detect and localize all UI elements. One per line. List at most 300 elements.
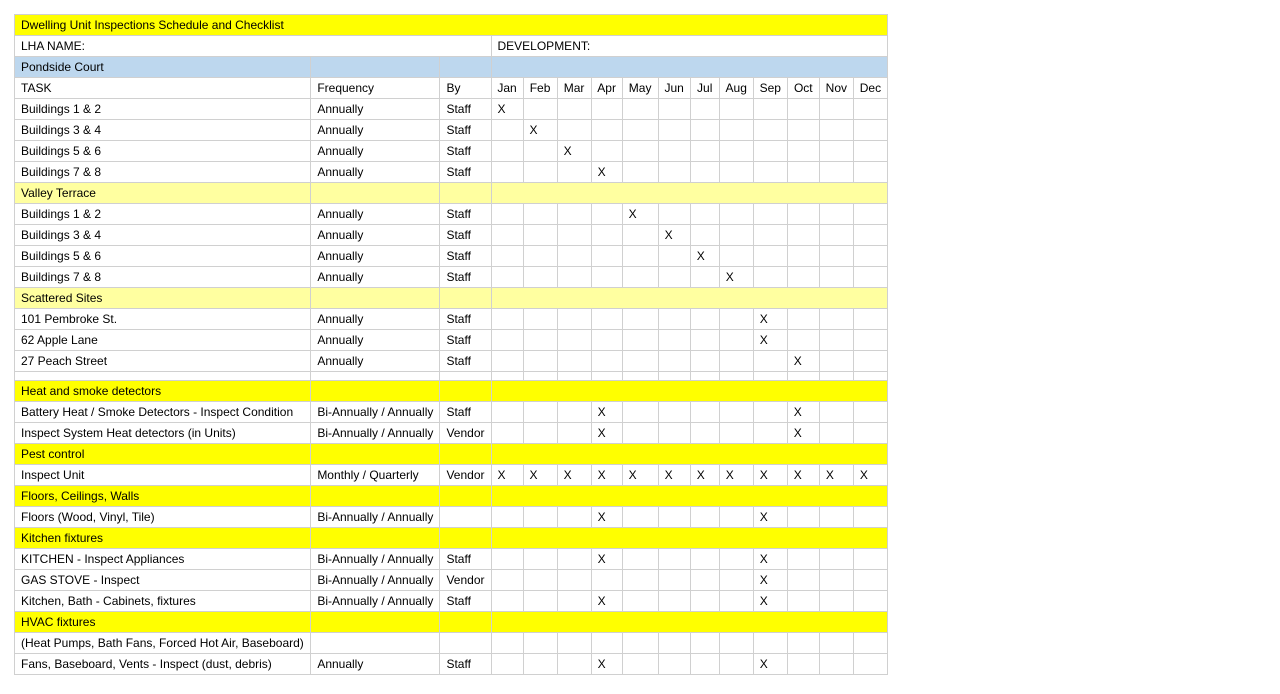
- month-mark-jul[interactable]: [690, 330, 719, 351]
- month-mark-may[interactable]: [622, 99, 658, 120]
- month-mark-jun[interactable]: [658, 570, 690, 591]
- section-blank-cell[interactable]: [311, 183, 440, 204]
- month-mark-jun[interactable]: [658, 330, 690, 351]
- month-mark-may[interactable]: [622, 570, 658, 591]
- month-mark-apr[interactable]: [591, 99, 622, 120]
- month-mark-may[interactable]: [622, 120, 658, 141]
- month-mark-jul[interactable]: [690, 402, 719, 423]
- month-mark-nov[interactable]: X: [819, 465, 853, 486]
- month-mark-jan[interactable]: [491, 654, 523, 675]
- month-mark-jul[interactable]: [690, 99, 719, 120]
- frequency-cell[interactable]: Annually: [311, 309, 440, 330]
- month-mark-aug[interactable]: [719, 204, 753, 225]
- section-blank-cell[interactable]: [440, 528, 491, 549]
- section-blank-cell[interactable]: [440, 381, 491, 402]
- month-mark-mar[interactable]: [557, 309, 591, 330]
- month-mark-jul[interactable]: [690, 591, 719, 612]
- frequency-cell[interactable]: Annually: [311, 204, 440, 225]
- month-mark-aug[interactable]: [719, 330, 753, 351]
- month-mark-nov[interactable]: [819, 204, 853, 225]
- month-mark-apr[interactable]: X: [591, 423, 622, 444]
- month-mark-jun[interactable]: [658, 591, 690, 612]
- month-mark-mar[interactable]: [557, 549, 591, 570]
- blank-cell[interactable]: [557, 372, 591, 381]
- header-by[interactable]: By: [440, 78, 491, 99]
- blank-cell[interactable]: [591, 372, 622, 381]
- month-mark-sep[interactable]: X: [753, 591, 787, 612]
- by-cell[interactable]: Staff: [440, 141, 491, 162]
- task-cell[interactable]: 101 Pembroke St.: [15, 309, 311, 330]
- month-mark-feb[interactable]: X: [523, 465, 557, 486]
- month-mark-may[interactable]: [622, 402, 658, 423]
- frequency-cell[interactable]: Bi-Annually / Annually: [311, 402, 440, 423]
- month-mark-mar[interactable]: [557, 507, 591, 528]
- header-month-aug[interactable]: Aug: [719, 78, 753, 99]
- month-mark-sep[interactable]: X: [753, 309, 787, 330]
- month-mark-oct[interactable]: X: [787, 402, 819, 423]
- month-mark-oct[interactable]: [787, 246, 819, 267]
- month-mark-sep[interactable]: [753, 246, 787, 267]
- frequency-cell[interactable]: Annually: [311, 120, 440, 141]
- month-mark-apr[interactable]: [591, 225, 622, 246]
- blank-cell[interactable]: [787, 372, 819, 381]
- month-mark-aug[interactable]: X: [719, 267, 753, 288]
- month-mark-jan[interactable]: [491, 246, 523, 267]
- frequency-cell[interactable]: Annually: [311, 330, 440, 351]
- month-mark-aug[interactable]: [719, 570, 753, 591]
- month-mark-apr[interactable]: [591, 141, 622, 162]
- frequency-cell[interactable]: Bi-Annually / Annually: [311, 570, 440, 591]
- task-cell[interactable]: Fans, Baseboard, Vents - Inspect (dust, debris): [15, 654, 311, 675]
- task-cell[interactable]: 27 Peach Street: [15, 351, 311, 372]
- frequency-cell[interactable]: [311, 633, 440, 654]
- month-mark-jan[interactable]: X: [491, 465, 523, 486]
- by-cell[interactable]: Staff: [440, 267, 491, 288]
- section-blank-cell[interactable]: [311, 288, 440, 309]
- section-blank-cell[interactable]: [440, 288, 491, 309]
- header-month-jun[interactable]: Jun: [658, 78, 690, 99]
- month-mark-sep[interactable]: [753, 120, 787, 141]
- month-mark-jan[interactable]: [491, 120, 523, 141]
- by-cell[interactable]: Staff: [440, 351, 491, 372]
- month-mark-sep[interactable]: [753, 633, 787, 654]
- month-mark-nov[interactable]: [819, 120, 853, 141]
- month-mark-dec[interactable]: [853, 246, 887, 267]
- month-mark-dec[interactable]: [853, 423, 887, 444]
- month-mark-jan[interactable]: [491, 225, 523, 246]
- month-mark-aug[interactable]: [719, 141, 753, 162]
- month-mark-jul[interactable]: [690, 141, 719, 162]
- month-mark-jul[interactable]: [690, 267, 719, 288]
- by-cell[interactable]: Staff: [440, 402, 491, 423]
- development-cell[interactable]: DEVELOPMENT:: [491, 36, 888, 57]
- month-mark-oct[interactable]: [787, 99, 819, 120]
- month-mark-jan[interactable]: [491, 267, 523, 288]
- month-mark-aug[interactable]: [719, 633, 753, 654]
- month-mark-jun[interactable]: [658, 204, 690, 225]
- month-mark-dec[interactable]: [853, 120, 887, 141]
- month-mark-jul[interactable]: X: [690, 246, 719, 267]
- month-mark-oct[interactable]: [787, 120, 819, 141]
- month-mark-mar[interactable]: [557, 570, 591, 591]
- month-mark-apr[interactable]: X: [591, 465, 622, 486]
- frequency-cell[interactable]: Annually: [311, 654, 440, 675]
- blank-cell[interactable]: [658, 372, 690, 381]
- month-mark-mar[interactable]: [557, 330, 591, 351]
- month-mark-mar[interactable]: [557, 351, 591, 372]
- month-mark-nov[interactable]: [819, 309, 853, 330]
- month-mark-may[interactable]: [622, 330, 658, 351]
- header-month-jul[interactable]: Jul: [690, 78, 719, 99]
- blank-cell[interactable]: [311, 372, 440, 381]
- month-mark-dec[interactable]: X: [853, 465, 887, 486]
- blank-cell[interactable]: [15, 372, 311, 381]
- month-mark-jun[interactable]: [658, 654, 690, 675]
- by-cell[interactable]: Staff: [440, 309, 491, 330]
- month-mark-feb[interactable]: [523, 204, 557, 225]
- month-mark-may[interactable]: [622, 267, 658, 288]
- task-cell[interactable]: 62 Apple Lane: [15, 330, 311, 351]
- month-mark-feb[interactable]: [523, 99, 557, 120]
- by-cell[interactable]: Staff: [440, 120, 491, 141]
- task-cell[interactable]: Floors (Wood, Vinyl, Tile): [15, 507, 311, 528]
- month-mark-oct[interactable]: [787, 204, 819, 225]
- header-month-jan[interactable]: Jan: [491, 78, 523, 99]
- month-mark-dec[interactable]: [853, 309, 887, 330]
- month-mark-jan[interactable]: [491, 507, 523, 528]
- task-cell[interactable]: Buildings 3 & 4: [15, 225, 311, 246]
- section-label[interactable]: Valley Terrace: [15, 183, 311, 204]
- blank-cell[interactable]: [491, 372, 523, 381]
- month-mark-dec[interactable]: [853, 162, 887, 183]
- month-mark-aug[interactable]: [719, 591, 753, 612]
- month-mark-feb[interactable]: [523, 246, 557, 267]
- section-months-cell[interactable]: [491, 486, 888, 507]
- month-mark-may[interactable]: [622, 225, 658, 246]
- month-mark-aug[interactable]: [719, 120, 753, 141]
- frequency-cell[interactable]: Bi-Annually / Annually: [311, 549, 440, 570]
- month-mark-aug[interactable]: [719, 402, 753, 423]
- month-mark-jul[interactable]: [690, 549, 719, 570]
- month-mark-jul[interactable]: [690, 120, 719, 141]
- blank-cell[interactable]: [690, 372, 719, 381]
- month-mark-feb[interactable]: [523, 402, 557, 423]
- section-blank-cell[interactable]: [311, 486, 440, 507]
- month-mark-jan[interactable]: [491, 633, 523, 654]
- month-mark-jan[interactable]: [491, 423, 523, 444]
- by-cell[interactable]: Staff: [440, 204, 491, 225]
- month-mark-may[interactable]: [622, 633, 658, 654]
- month-mark-mar[interactable]: X: [557, 465, 591, 486]
- month-mark-jan[interactable]: [491, 330, 523, 351]
- month-mark-mar[interactable]: [557, 225, 591, 246]
- month-mark-dec[interactable]: [853, 570, 887, 591]
- month-mark-sep[interactable]: X: [753, 549, 787, 570]
- section-blank-cell[interactable]: [440, 183, 491, 204]
- month-mark-jul[interactable]: [690, 423, 719, 444]
- section-blank-cell[interactable]: [311, 612, 440, 633]
- month-mark-mar[interactable]: [557, 654, 591, 675]
- month-mark-dec[interactable]: [853, 204, 887, 225]
- frequency-cell[interactable]: Annually: [311, 246, 440, 267]
- by-cell[interactable]: [440, 633, 491, 654]
- section-label[interactable]: Kitchen fixtures: [15, 528, 311, 549]
- task-cell[interactable]: GAS STOVE - Inspect: [15, 570, 311, 591]
- month-mark-may[interactable]: [622, 351, 658, 372]
- month-mark-feb[interactable]: [523, 267, 557, 288]
- month-mark-apr[interactable]: [591, 633, 622, 654]
- month-mark-sep[interactable]: X: [753, 465, 787, 486]
- section-blank-cell[interactable]: [440, 444, 491, 465]
- month-mark-apr[interactable]: [591, 351, 622, 372]
- month-mark-nov[interactable]: [819, 633, 853, 654]
- task-cell[interactable]: Kitchen, Bath - Cabinets, fixtures: [15, 591, 311, 612]
- month-mark-oct[interactable]: [787, 633, 819, 654]
- month-mark-oct[interactable]: [787, 570, 819, 591]
- month-mark-mar[interactable]: X: [557, 141, 591, 162]
- month-mark-mar[interactable]: [557, 120, 591, 141]
- month-mark-aug[interactable]: [719, 549, 753, 570]
- month-mark-may[interactable]: X: [622, 204, 658, 225]
- section-months-cell[interactable]: [491, 381, 888, 402]
- month-mark-mar[interactable]: [557, 591, 591, 612]
- month-mark-mar[interactable]: [557, 246, 591, 267]
- month-mark-nov[interactable]: [819, 507, 853, 528]
- month-mark-may[interactable]: [622, 549, 658, 570]
- month-mark-nov[interactable]: [819, 591, 853, 612]
- month-mark-nov[interactable]: [819, 351, 853, 372]
- lha-name-cell[interactable]: LHA NAME:: [15, 36, 492, 57]
- section-months-cell[interactable]: [491, 183, 888, 204]
- month-mark-nov[interactable]: [819, 570, 853, 591]
- month-mark-jul[interactable]: [690, 570, 719, 591]
- month-mark-jun[interactable]: [658, 99, 690, 120]
- month-mark-sep[interactable]: X: [753, 507, 787, 528]
- month-mark-jun[interactable]: [658, 246, 690, 267]
- month-mark-aug[interactable]: X: [719, 465, 753, 486]
- month-mark-feb[interactable]: [523, 141, 557, 162]
- month-mark-sep[interactable]: [753, 141, 787, 162]
- section-months-cell[interactable]: [491, 528, 888, 549]
- by-cell[interactable]: Vendor: [440, 423, 491, 444]
- month-mark-may[interactable]: [622, 246, 658, 267]
- month-mark-aug[interactable]: [719, 225, 753, 246]
- month-mark-dec[interactable]: [853, 330, 887, 351]
- month-mark-may[interactable]: [622, 141, 658, 162]
- month-mark-jan[interactable]: X: [491, 99, 523, 120]
- month-mark-sep[interactable]: X: [753, 570, 787, 591]
- month-mark-dec[interactable]: [853, 99, 887, 120]
- month-mark-jun[interactable]: X: [658, 225, 690, 246]
- month-mark-apr[interactable]: X: [591, 402, 622, 423]
- month-mark-jun[interactable]: [658, 507, 690, 528]
- task-cell[interactable]: KITCHEN - Inspect Appliances: [15, 549, 311, 570]
- frequency-cell[interactable]: Bi-Annually / Annually: [311, 507, 440, 528]
- month-mark-nov[interactable]: [819, 402, 853, 423]
- month-mark-nov[interactable]: [819, 246, 853, 267]
- month-mark-feb[interactable]: [523, 423, 557, 444]
- month-mark-jul[interactable]: [690, 309, 719, 330]
- month-mark-aug[interactable]: [719, 309, 753, 330]
- month-mark-nov[interactable]: [819, 99, 853, 120]
- month-mark-dec[interactable]: [853, 141, 887, 162]
- by-cell[interactable]: Staff: [440, 330, 491, 351]
- section-label[interactable]: Pondside Court: [15, 57, 311, 78]
- month-mark-sep[interactable]: X: [753, 330, 787, 351]
- section-label[interactable]: Floors, Ceilings, Walls: [15, 486, 311, 507]
- section-months-cell[interactable]: [491, 288, 888, 309]
- section-blank-cell[interactable]: [440, 57, 491, 78]
- month-mark-jun[interactable]: [658, 162, 690, 183]
- month-mark-oct[interactable]: [787, 225, 819, 246]
- month-mark-dec[interactable]: [853, 402, 887, 423]
- month-mark-sep[interactable]: [753, 423, 787, 444]
- month-mark-jun[interactable]: [658, 309, 690, 330]
- month-mark-may[interactable]: [622, 654, 658, 675]
- by-cell[interactable]: Staff: [440, 654, 491, 675]
- month-mark-apr[interactable]: [591, 330, 622, 351]
- task-cell[interactable]: Inspect Unit: [15, 465, 311, 486]
- month-mark-jan[interactable]: [491, 549, 523, 570]
- by-cell[interactable]: [440, 507, 491, 528]
- frequency-cell[interactable]: Annually: [311, 351, 440, 372]
- month-mark-jun[interactable]: [658, 549, 690, 570]
- frequency-cell[interactable]: Monthly / Quarterly: [311, 465, 440, 486]
- month-mark-oct[interactable]: X: [787, 351, 819, 372]
- month-mark-jul[interactable]: [690, 633, 719, 654]
- header-task[interactable]: TASK: [15, 78, 311, 99]
- frequency-cell[interactable]: Annually: [311, 225, 440, 246]
- month-mark-jun[interactable]: [658, 267, 690, 288]
- month-mark-oct[interactable]: X: [787, 423, 819, 444]
- month-mark-nov[interactable]: [819, 654, 853, 675]
- header-month-oct[interactable]: Oct: [787, 78, 819, 99]
- month-mark-may[interactable]: [622, 309, 658, 330]
- month-mark-nov[interactable]: [819, 330, 853, 351]
- frequency-cell[interactable]: Annually: [311, 267, 440, 288]
- month-mark-sep[interactable]: [753, 351, 787, 372]
- blank-cell[interactable]: [719, 372, 753, 381]
- month-mark-aug[interactable]: [719, 507, 753, 528]
- month-mark-aug[interactable]: [719, 99, 753, 120]
- month-mark-feb[interactable]: [523, 591, 557, 612]
- month-mark-apr[interactable]: [591, 570, 622, 591]
- frequency-cell[interactable]: Bi-Annually / Annually: [311, 591, 440, 612]
- month-mark-dec[interactable]: [853, 654, 887, 675]
- month-mark-mar[interactable]: [557, 423, 591, 444]
- month-mark-apr[interactable]: X: [591, 549, 622, 570]
- month-mark-jan[interactable]: [491, 162, 523, 183]
- month-mark-feb[interactable]: [523, 570, 557, 591]
- frequency-cell[interactable]: Annually: [311, 141, 440, 162]
- month-mark-jun[interactable]: [658, 402, 690, 423]
- section-label[interactable]: Pest control: [15, 444, 311, 465]
- by-cell[interactable]: Staff: [440, 591, 491, 612]
- month-mark-aug[interactable]: [719, 654, 753, 675]
- month-mark-may[interactable]: [622, 423, 658, 444]
- section-months-cell[interactable]: [491, 57, 888, 78]
- month-mark-apr[interactable]: [591, 204, 622, 225]
- section-blank-cell[interactable]: [311, 57, 440, 78]
- month-mark-jul[interactable]: [690, 351, 719, 372]
- month-mark-jan[interactable]: [491, 402, 523, 423]
- blank-cell[interactable]: [622, 372, 658, 381]
- month-mark-oct[interactable]: [787, 162, 819, 183]
- task-cell[interactable]: Buildings 7 & 8: [15, 162, 311, 183]
- month-mark-oct[interactable]: [787, 267, 819, 288]
- month-mark-jan[interactable]: [491, 204, 523, 225]
- month-mark-oct[interactable]: [787, 591, 819, 612]
- month-mark-jun[interactable]: [658, 351, 690, 372]
- header-month-nov[interactable]: Nov: [819, 78, 853, 99]
- month-mark-apr[interactable]: X: [591, 507, 622, 528]
- blank-cell[interactable]: [440, 372, 491, 381]
- month-mark-sep[interactable]: [753, 204, 787, 225]
- section-label[interactable]: HVAC fixtures: [15, 612, 311, 633]
- month-mark-may[interactable]: [622, 162, 658, 183]
- month-mark-jul[interactable]: X: [690, 465, 719, 486]
- month-mark-jun[interactable]: [658, 120, 690, 141]
- month-mark-sep[interactable]: [753, 162, 787, 183]
- section-label[interactable]: Heat and smoke detectors: [15, 381, 311, 402]
- month-mark-apr[interactable]: [591, 309, 622, 330]
- by-cell[interactable]: Vendor: [440, 570, 491, 591]
- month-mark-feb[interactable]: X: [523, 120, 557, 141]
- task-cell[interactable]: Buildings 3 & 4: [15, 120, 311, 141]
- month-mark-dec[interactable]: [853, 507, 887, 528]
- task-cell[interactable]: Battery Heat / Smoke Detectors - Inspect Condition: [15, 402, 311, 423]
- task-cell[interactable]: Buildings 7 & 8: [15, 267, 311, 288]
- month-mark-jul[interactable]: [690, 654, 719, 675]
- month-mark-nov[interactable]: [819, 225, 853, 246]
- month-mark-apr[interactable]: X: [591, 162, 622, 183]
- month-mark-apr[interactable]: [591, 120, 622, 141]
- month-mark-oct[interactable]: [787, 654, 819, 675]
- month-mark-nov[interactable]: [819, 267, 853, 288]
- month-mark-sep[interactable]: [753, 402, 787, 423]
- header-month-mar[interactable]: Mar: [557, 78, 591, 99]
- by-cell[interactable]: Staff: [440, 549, 491, 570]
- section-blank-cell[interactable]: [311, 444, 440, 465]
- month-mark-jan[interactable]: [491, 351, 523, 372]
- sheet-title[interactable]: Dwelling Unit Inspections Schedule and Checklist: [15, 15, 888, 36]
- month-mark-jun[interactable]: [658, 633, 690, 654]
- month-mark-aug[interactable]: [719, 162, 753, 183]
- month-mark-dec[interactable]: [853, 591, 887, 612]
- month-mark-jul[interactable]: [690, 204, 719, 225]
- blank-cell[interactable]: [819, 372, 853, 381]
- month-mark-jun[interactable]: X: [658, 465, 690, 486]
- month-mark-dec[interactable]: [853, 633, 887, 654]
- month-mark-dec[interactable]: [853, 351, 887, 372]
- month-mark-may[interactable]: X: [622, 465, 658, 486]
- section-blank-cell[interactable]: [440, 612, 491, 633]
- month-mark-mar[interactable]: [557, 633, 591, 654]
- month-mark-feb[interactable]: [523, 549, 557, 570]
- month-mark-sep[interactable]: [753, 225, 787, 246]
- month-mark-feb[interactable]: [523, 309, 557, 330]
- month-mark-dec[interactable]: [853, 549, 887, 570]
- month-mark-aug[interactable]: [719, 423, 753, 444]
- month-mark-feb[interactable]: [523, 330, 557, 351]
- frequency-cell[interactable]: Bi-Annually / Annually: [311, 423, 440, 444]
- month-mark-apr[interactable]: [591, 246, 622, 267]
- section-blank-cell[interactable]: [440, 486, 491, 507]
- task-cell[interactable]: (Heat Pumps, Bath Fans, Forced Hot Air, Baseboard): [15, 633, 311, 654]
- month-mark-jul[interactable]: [690, 162, 719, 183]
- section-months-cell[interactable]: [491, 612, 888, 633]
- month-mark-sep[interactable]: [753, 99, 787, 120]
